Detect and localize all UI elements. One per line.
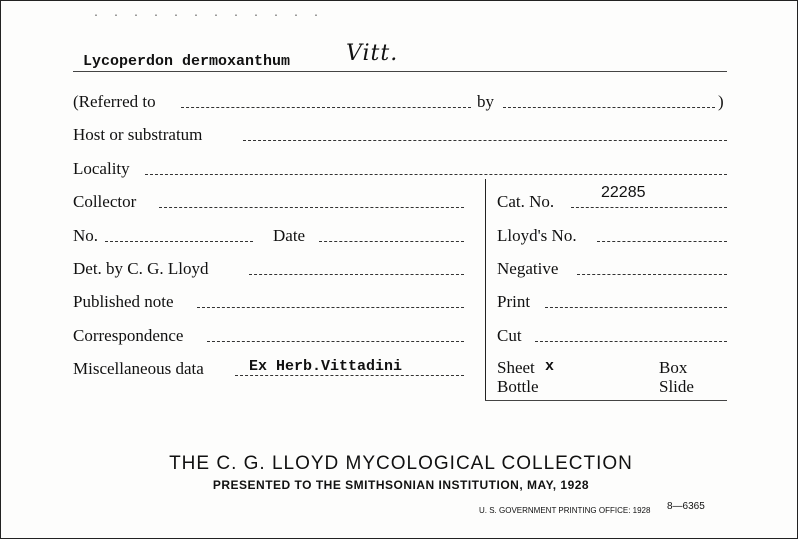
negative-label: Negative	[497, 259, 559, 278]
cat-no-label: Cat. No.	[497, 192, 555, 211]
locality-line	[145, 174, 727, 175]
specimen-name: Lycoperdon dermoxanthum	[83, 53, 291, 70]
cut-line	[535, 341, 727, 342]
det-by-label: Det. by C. G. Lloyd	[73, 259, 209, 278]
name-underline	[73, 71, 727, 72]
referred-to-label: (Referred to	[73, 92, 156, 111]
right-box-border	[485, 179, 486, 401]
misc-value: Ex Herb.Vittadini	[249, 358, 403, 375]
host-label: Host or substratum	[73, 125, 203, 144]
date-label: Date	[273, 226, 306, 245]
scan-noise: · · · · · · · · · · · ·	[93, 11, 324, 22]
date-line	[319, 241, 464, 242]
slide-label: Slide	[659, 377, 694, 396]
det-by-line	[249, 274, 464, 275]
cat-no-value: 22285	[601, 184, 646, 201]
cat-no-line	[571, 207, 727, 208]
misc-label: Miscellaneous data	[73, 359, 204, 378]
negative-line	[577, 274, 727, 275]
collector-label: Collector	[73, 192, 137, 211]
host-line	[243, 140, 727, 141]
sheet-mark: x	[545, 358, 555, 375]
published-note-line	[197, 307, 464, 308]
locality-label: Locality	[73, 159, 130, 178]
print-label: Print	[497, 292, 531, 311]
by-label: by	[477, 92, 494, 111]
lloyds-no-line	[597, 241, 727, 242]
correspondence-label: Correspondence	[73, 326, 184, 345]
bottle-label: Bottle	[497, 377, 539, 396]
print-line	[545, 307, 727, 308]
collector-line	[159, 207, 464, 208]
published-note-label: Published note	[73, 292, 174, 311]
no-line	[105, 241, 253, 242]
cut-label: Cut	[497, 326, 522, 345]
right-box-bottom	[485, 400, 727, 401]
correspondence-line	[207, 341, 464, 342]
form-number: 8—6365	[667, 501, 705, 512]
by-line	[503, 107, 715, 108]
printing-office: U. S. GOVERNMENT PRINTING OFFICE: 1928	[479, 506, 651, 515]
referred-to-line	[181, 107, 471, 108]
misc-line	[235, 375, 464, 376]
close-paren: )	[718, 92, 724, 111]
collection-subtitle: PRESENTED TO THE SMITHSONIAN INSTITUTION, MAY, 1928	[212, 478, 590, 492]
sheet-label: Sheet	[497, 358, 535, 377]
no-label: No.	[73, 226, 99, 245]
lloyds-no-label: Lloyd's No.	[497, 226, 577, 245]
collection-title: THE C. G. LLOYD MYCOLOGICAL COLLECTION	[169, 453, 633, 474]
box-label: Box	[659, 358, 688, 377]
author-handwritten: Vitt.	[346, 41, 399, 66]
